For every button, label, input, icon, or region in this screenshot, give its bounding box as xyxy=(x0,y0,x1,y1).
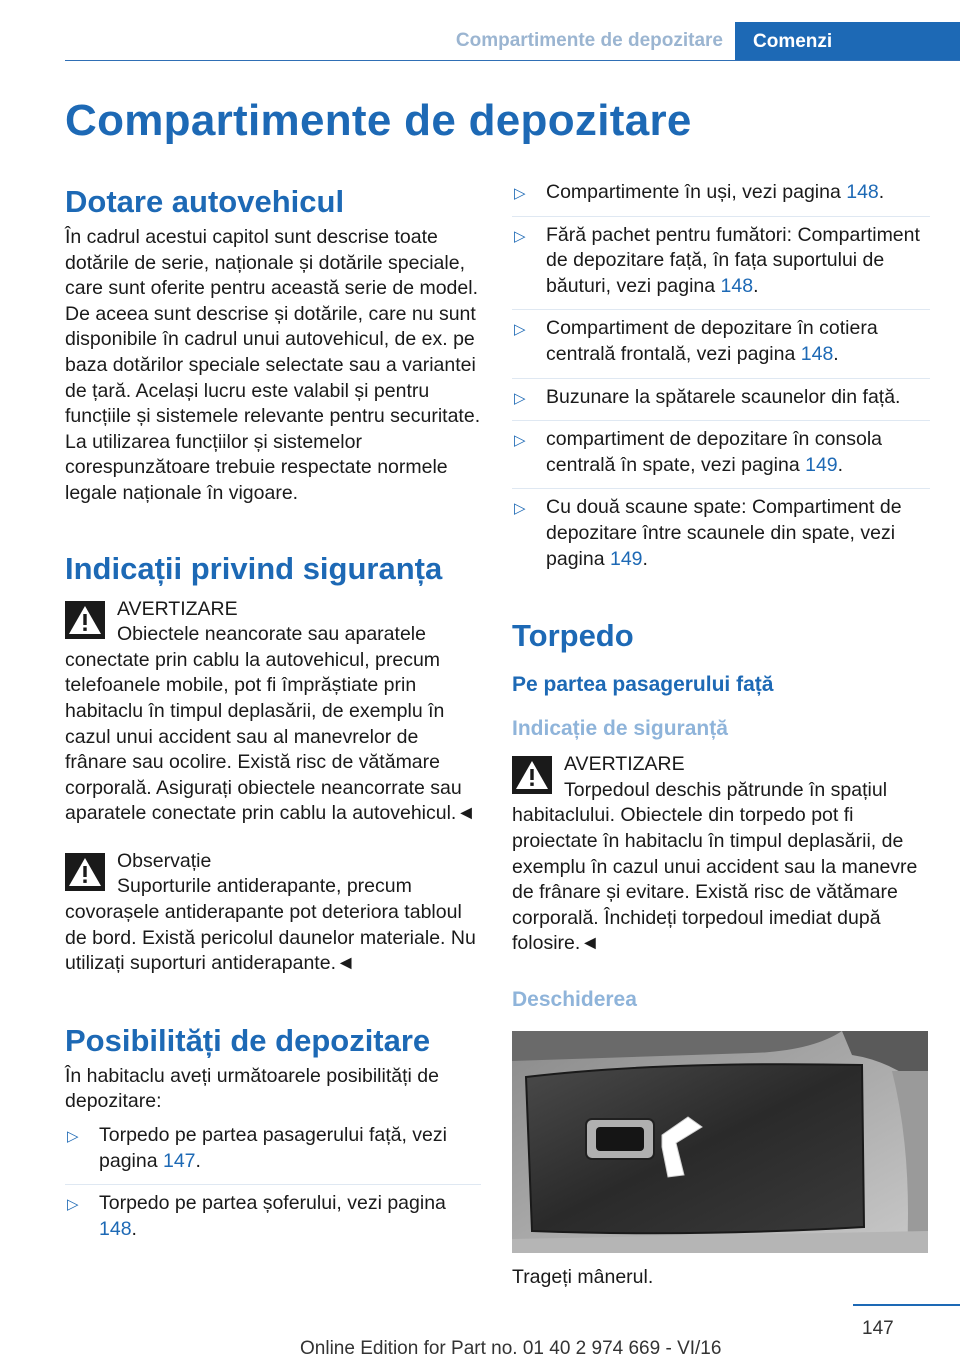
warning-text: Torpedoul deschis pătrunde în spațiul habitaclului. Obiectele din torpedo pot fi proiectate în habitaclu în timpul deplasării, de exemplu în cazul unui accident sau la manevre de frânare și evitare. Există risc de vătămare corporală. Închideți torpedoul imediat după folosire.◄ xyxy=(512,778,918,955)
list-item: ▷ Torpedo pe partea șoferului, vezi pagina 148. xyxy=(67,1192,446,1240)
paragraph-storage: În habitaclu aveți următoarele posibilități de depozitare: xyxy=(65,1064,439,1113)
bullet-triangle-icon: ▷ xyxy=(67,1128,79,1146)
header-divider xyxy=(65,60,960,61)
page-title: Compartimente de depozitare xyxy=(65,96,692,145)
list-item: ▷ Compartimente în uși, vezi pagina 148. xyxy=(512,180,930,217)
list-item: ▷ Compartiment de depozitare în cotiera centrală frontală, vezi pagina 148. xyxy=(512,316,930,378)
warning-block xyxy=(512,752,930,957)
header-section-tab: Compartimente de depozitare xyxy=(455,30,723,51)
warning-block xyxy=(65,597,481,827)
list-item: ▷ Fără pachet pentru fumători: Compartiment de depozitare față, în fața suportului de băuturi, vezi pagina 148. xyxy=(512,223,930,311)
page-link[interactable]: 149 xyxy=(805,453,838,476)
right-column xyxy=(512,180,930,1290)
storage-list-right xyxy=(512,180,930,582)
photo-caption: Trageți mânerul. xyxy=(512,1265,654,1288)
heading-passenger-side: Pe partea pasagerului față xyxy=(512,673,774,697)
warning-label: AVERTIZARE xyxy=(564,753,685,776)
list-item: ▷ compartiment de depozitare în consola centrală în spate, vezi pagina 149. xyxy=(512,427,930,489)
footer-edition: Online Edition for Part no. 01 40 2 974 669 - VI/16 xyxy=(300,1338,722,1359)
bullet-triangle-icon: ▷ xyxy=(67,1196,79,1214)
page-link[interactable]: 147 xyxy=(162,1149,196,1172)
heading-equipment: Dotare autovehicul xyxy=(65,184,345,219)
paragraph-equipment: În cadrul acestui capitol sunt descrise toate dotările de serie, naționale și dotările speciale, care sunt oferite pentru această serie de model. De aceea sunt descrise și dotările, care nu sunt disponibile în cadrul unui autovehicul, de ex. pe baza dotărilor speciale selectate sau a variantei de țară. Același lucru este valabil și pentru funcțiile și sistemele relevante pentru securitate. La utilizarea funcțiilor și sistemelor corespunzătoare trebuie respectate normele legale naționale în vigoare. xyxy=(65,226,481,504)
heading-storage: Posibilități de depozitare xyxy=(65,1022,431,1058)
page-number: 147 xyxy=(862,1318,894,1339)
page-number-rule xyxy=(853,1304,960,1306)
heading-safety: Indicații privind siguranța xyxy=(65,550,443,586)
heading-opening: Deschiderea xyxy=(512,987,637,1011)
list-item: ▷ Torpedo pe partea pasagerului față, vezi pagina 147. xyxy=(65,1123,481,1185)
heading-safety-note: Indicație de siguranță xyxy=(512,717,728,741)
page-link[interactable]: 149 xyxy=(609,547,643,570)
page-link[interactable]: 148 xyxy=(99,1217,132,1240)
storage-list-left xyxy=(65,1123,481,1252)
bullet-triangle-icon: ▷ xyxy=(514,321,526,339)
warning-label: AVERTIZARE xyxy=(117,597,238,620)
page-link[interactable]: 148 xyxy=(846,181,879,203)
left-column xyxy=(65,182,481,1258)
warning-icon xyxy=(512,756,552,794)
bullet-triangle-icon: ▷ xyxy=(514,389,526,407)
list-item: ▷ Buzunare la spătarele scaunelor din față. xyxy=(512,385,930,422)
bullet-triangle-icon: ▷ xyxy=(514,432,526,450)
bullet-triangle-icon: ▷ xyxy=(514,227,526,245)
page-link[interactable]: 148 xyxy=(800,342,834,365)
warning-icon xyxy=(65,601,105,639)
notice-block xyxy=(65,849,481,977)
page-link[interactable]: 148 xyxy=(720,274,754,297)
warning-text: Obiectele neancorate sau aparatele conectate prin cablu la autovehicul, precum telefoanele mobile, pot fi împrăștiate prin habitaclu în timpul deplasării, de exemplu în cazul unui accident sau al manevrelor de frânare sau ocolire. Există risc de vătămare corporală. Asigurați obiectele neancorrate sau aparatele conectate prin cablu la autovehicul.◄ xyxy=(65,623,476,825)
bullet-triangle-icon: ▷ xyxy=(514,500,526,518)
header-chapter-tab: Comenzi xyxy=(735,22,960,61)
glovebox-photo xyxy=(512,1031,928,1253)
bullet-triangle-icon: ▷ xyxy=(514,185,526,202)
notice-text: Suporturile antiderapante, precum covorașele antiderapante pot deteriora tabloul de bord. Există pericolul daunelor materiale. Nu utilizați suporturi antiderapante.◄ xyxy=(65,875,476,975)
list-item: ▷ Cu două scaune spate: Compartiment de depozitare între scaunele din spate, vezi pagina 149. xyxy=(514,496,902,570)
heading-glovebox: Torpedo xyxy=(512,618,634,654)
notice-label: Observație xyxy=(117,849,212,872)
notice-icon xyxy=(65,853,105,891)
